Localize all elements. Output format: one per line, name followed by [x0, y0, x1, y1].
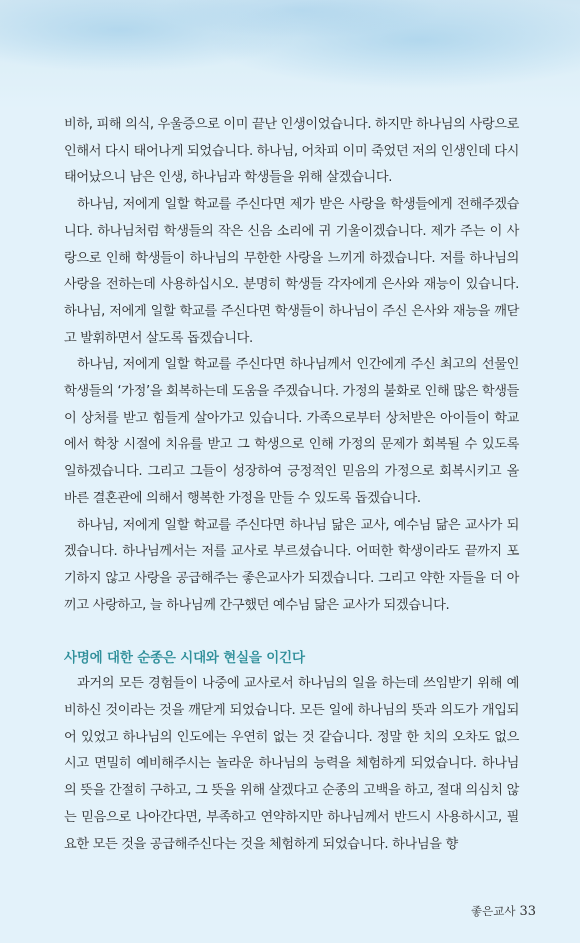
magazine-name: 좋은교사 — [471, 904, 516, 918]
paragraph: 과거의 모든 경험들이 나중에 교사로서 하나님의 일을 하는데 쓰임받기 위해 예비하신 것이라는 것을 깨닫게 되었습니다. 모든 일에 하나님의 뜻과 의도가 개입되어 있었고 하나님의 인도에는 우연히 없는 것 같습니다. 정말 한 치의 오차도 없으시고 면밀히 예비해주시는 놀라운 하나님의 능력을 체험하게 되었습니다. 하나님의 뜻을 간절히 구하고, 그 뜻을 위해 살겠다고 순종의 고백을 하고, 절대 의심치 않는 믿음으로 나아간다면, 부족하고 연약하지만 하나님께서 반드시 사용하시고, 필요한 모든 것을 공급해주신다는 것을 체험하게 되었습니다. 하나님을 향 — [64, 676, 519, 852]
paragraph: 하나님, 저에게 일할 학교를 주신다면 제가 받은 사랑을 학생들에게 전해주겠습니다. 하나님처럼 학생들의 작은 신음 소리에 귀 기울이겠습니다. 제가 주는 이 사랑으로 인해 학생들이 하나님의 무한한 사랑을 느끼게 하겠습니다. 저를 하나님의 사랑을 전하는데 사용하십시오. 분명히 학생들 각자에게 은사와 재능이 있습니다. 하나님, 저에게 일할 학교를 주신다면 학생들이 하나님이 주신 은사와 재능을 깨닫고 발휘하면서 살도록 돕겠습니다. — [64, 197, 519, 346]
page-number: 33 — [519, 904, 536, 919]
sky-background — [0, 0, 580, 95]
section-heading: 사명에 대한 순종은 시대와 현실을 이긴다 — [64, 650, 305, 667]
paragraph: 하나님, 저에게 일할 학교를 주신다면 하나님 닮은 교사, 예수님 닮은 교사가 되겠습니다. 하나님께서는 저를 교사로 부르셨습니다. 어떠한 학생이라도 끝까지 포기하지 않고 사랑을 공급해주는 좋은교사가 되겠습니다. 그리고 약한 자들을 더 아끼고 사랑하고, 늘 하나님께 간구했던 예수님 닮은 교사가 되겠습니다. — [64, 517, 519, 613]
paragraph: 하나님, 저에게 일할 학교를 주신다면 하나님께서 인간에게 주신 최고의 선물인 학생들의 ‘가정’을 회복하는데 도움을 주겠습니다. 가정의 불화로 인해 많은 학생들이 상처를 받고 힘들게 살아가고 있습니다. 가족으로부터 상처받은 아이들이 학교에서 학창 시절에 치유를 받고 그 학생으로 인해 가정의 문제가 회복될 수 있도록 일하겠습니다. 그리고 그들이 성장하여 긍정적인 믿음의 가정으로 회복시키고 올바른 결혼관에 의해서 행복한 가정을 만들 수 있도록 돕겠습니다. — [64, 357, 519, 506]
page-footer — [471, 903, 536, 919]
body-text — [64, 112, 519, 858]
paragraph: 비하, 피해 의식, 우울증으로 이미 끝난 인생이었습니다. 하지만 하나님의 사랑으로 인해서 다시 태어나게 되었습니다. 하나님, 어차피 이미 죽었던 저의 인생인데 다시 태어났으니 남은 인생, 하나님과 학생들을 위해 살겠습니다. — [64, 117, 519, 186]
